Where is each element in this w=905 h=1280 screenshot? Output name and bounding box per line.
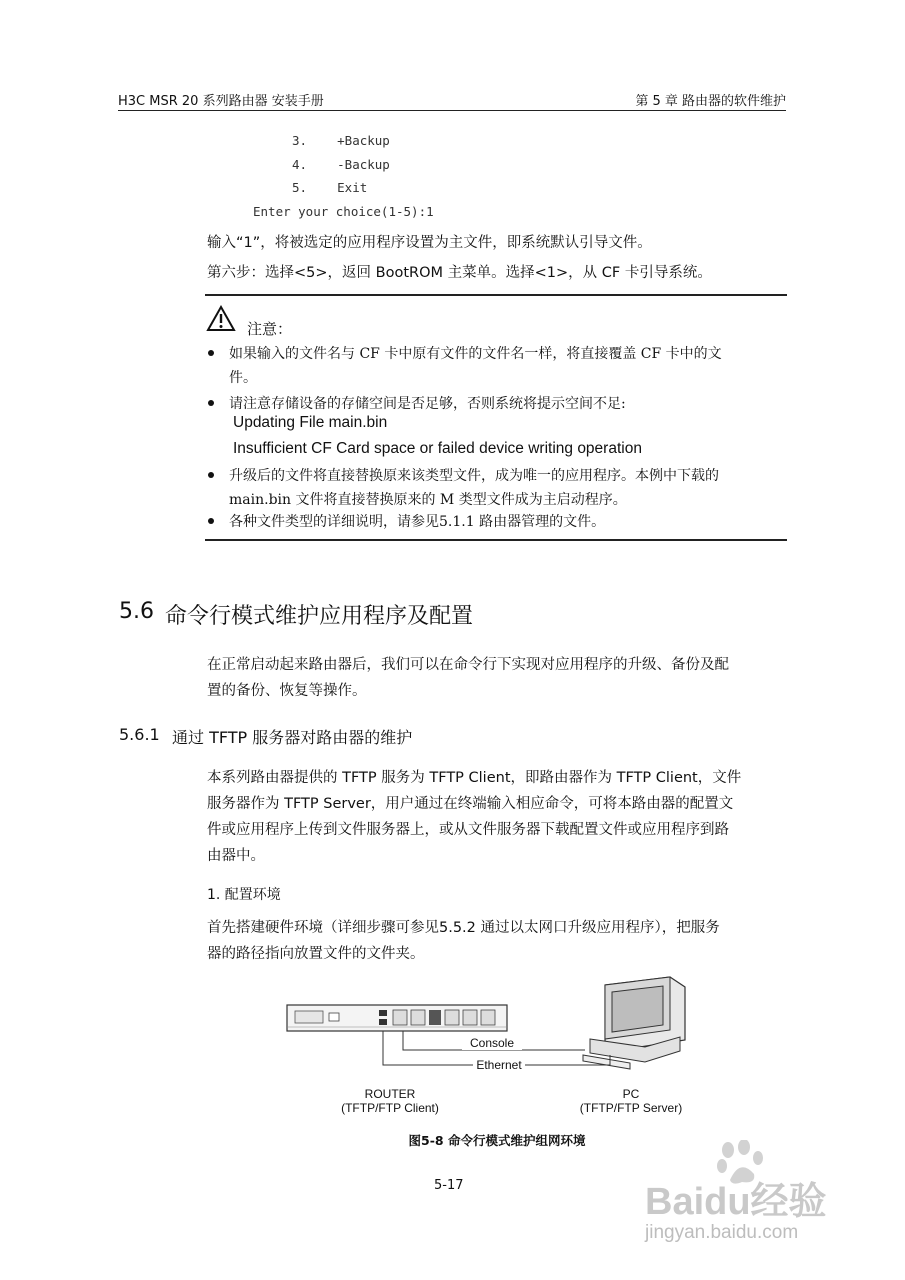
bullet-dot <box>208 472 214 478</box>
note-item-2-message2: Insufficient CF Card space or failed device writing operation <box>233 440 642 457</box>
header-divider <box>118 110 786 111</box>
bullet-dot <box>208 518 214 524</box>
pc-name: PC <box>622 1087 640 1101</box>
ethernet-label: Ethernet <box>473 1058 525 1072</box>
router-icon <box>287 1005 507 1031</box>
step-line2: 器的路径指向放置文件的文件夹。 <box>207 946 425 962</box>
note-item-2-message1: Updating File main.bin <box>233 414 388 431</box>
subsection-number: 5.6.1 <box>119 725 160 744</box>
code-line-4: 4. -Backup <box>292 157 390 172</box>
bullet-dot <box>208 400 214 406</box>
subsection-line4: 由器中。 <box>207 848 265 864</box>
section-intro-line1: 在正常启动起来路由器后，我们可以在命令行下实现对应用程序的升级、备份及配 <box>207 657 729 673</box>
note-item-1-line1: 如果输入的文件名与 CF 卡中原有文件的文件名一样，将直接覆盖 CF 卡中的文 <box>229 346 722 362</box>
router-role: (TFTP/FTP Client) <box>341 1101 439 1115</box>
note-item-4-line1: 各种文件类型的详细说明，请参见5.1.1 路由器管理的文件。 <box>229 514 606 530</box>
watermark-brand: Baidu经验 <box>645 1181 827 1223</box>
router-name: ROUTER <box>364 1087 416 1101</box>
code-line-5: 5. Exit <box>292 180 368 195</box>
subsection-line2: 服务器作为 TFTP Server，用户通过在终端输入相应命令，可将本路由器的配置文 <box>207 796 734 812</box>
code-line-3: 3. +Backup <box>292 133 390 148</box>
watermark-url: jingyan.baidu.com <box>645 1222 799 1243</box>
paragraph-step6: 第六步：选择<5>，返回 BootROM 主菜单。选择<1>，从 CF 卡引导系统。 <box>207 265 712 281</box>
pc-role: (TFTP/FTP Server) <box>579 1101 683 1115</box>
warning-icon <box>206 305 236 332</box>
header-right: 第 5 章 路由器的软件维护 <box>635 94 786 109</box>
section-title: 命令行模式维护应用程序及配置 <box>165 604 474 629</box>
section-intro-line2: 置的备份、恢复等操作。 <box>207 683 367 699</box>
note-top-rule <box>205 294 787 296</box>
subsection-title: 通过 TFTP 服务器对路由器的维护 <box>172 728 413 747</box>
subsection-line1: 本系列路由器提供的 TFTP 服务为 TFTP Client，即路由器作为 TFTP Client，文件 <box>207 770 742 786</box>
step-heading: 1. 配置环境 <box>207 887 281 903</box>
paragraph-main-file: 输入“1”，将被选定的应用程序设置为主文件，即系统默认引导文件。 <box>207 235 652 251</box>
note-item-2-line1: 请注意存储设备的存储空间是否足够，否则系统将提示空间不足: <box>229 396 626 412</box>
note-item-1-line2: 件。 <box>229 370 257 386</box>
step-line1: 首先搭建硬件环境（详细步骤可参见5.5.2 通过以太网口升级应用程序），把服务 <box>207 920 720 936</box>
header-left: H3C MSR 20 系列路由器 安装手册 <box>118 94 324 109</box>
figure-caption: 图5-8 命令行模式维护组网环境 <box>408 1133 586 1148</box>
code-prompt: Enter your choice(1-5):1 <box>253 204 434 219</box>
note-item-3-line2: main.bin 文件将直接替换原来的 M 类型文件成为主启动程序。 <box>229 492 627 508</box>
note-item-3-line1: 升级后的文件将直接替换原来该类型文件，成为唯一的应用程序。本例中下载的 <box>229 468 719 484</box>
note-bottom-rule <box>205 539 787 541</box>
section-number: 5.6 <box>119 599 154 624</box>
page-number: 5-17 <box>434 1178 464 1193</box>
subsection-line3: 件或应用程序上传到文件服务器上，或从文件服务器下载配置文件或应用程序到路 <box>207 822 729 838</box>
pc-icon <box>583 977 685 1069</box>
note-title: 注意： <box>247 320 293 338</box>
console-label: Console <box>462 1036 522 1050</box>
bullet-dot <box>208 350 214 356</box>
